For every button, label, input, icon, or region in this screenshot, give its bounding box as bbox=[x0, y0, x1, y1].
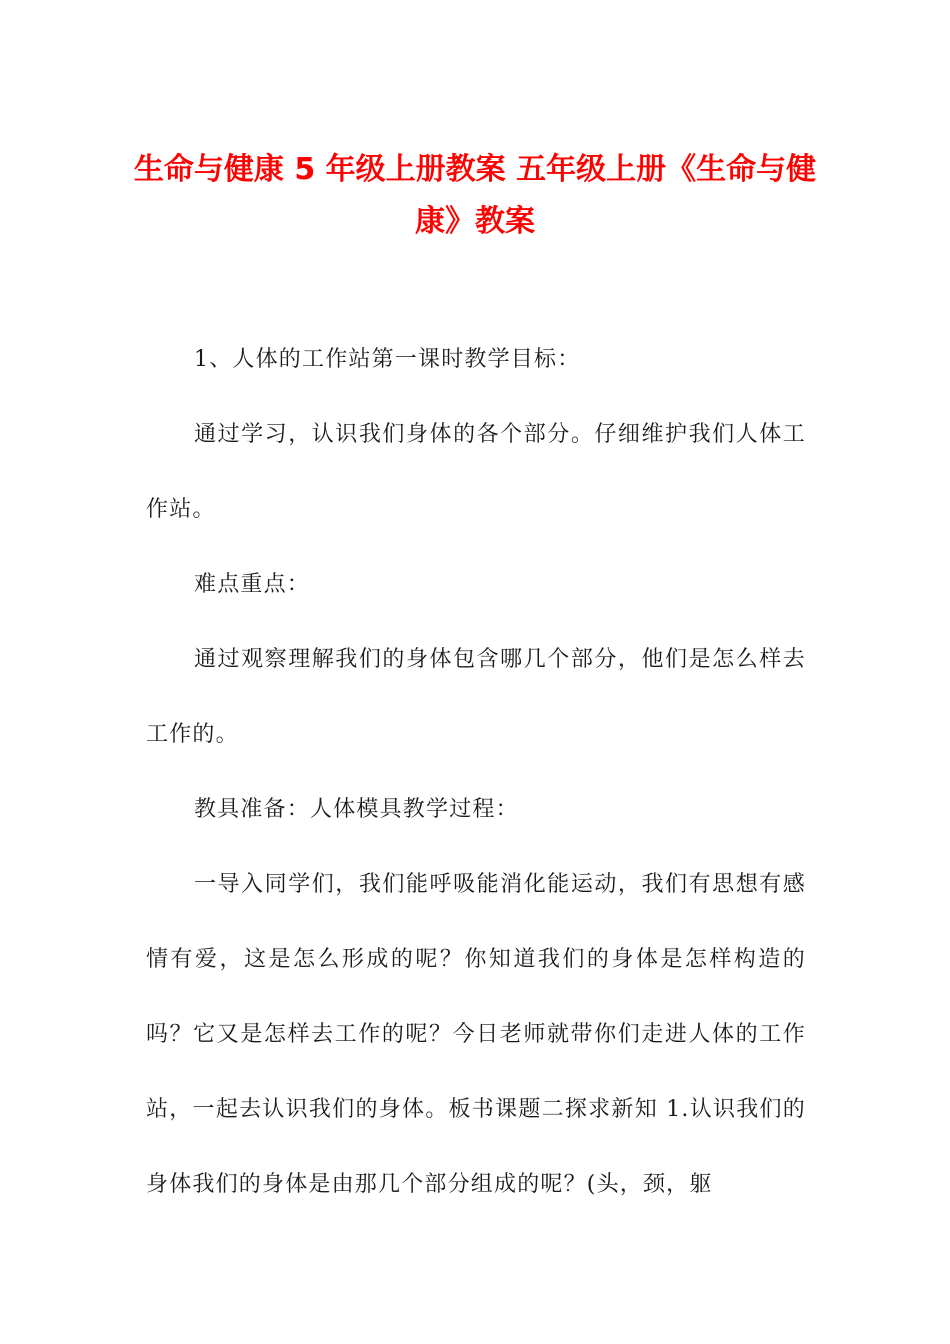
paragraph-teaching-aids: 教具准备：人体模具教学过程： bbox=[194, 797, 519, 822]
paragraph-teaching-process: 一导入同学们，我们能呼吸能消化能运动，我们有思想有感情有爱，这是怎么形成的呢？你知道我们的身体是怎样构造的吗？它又是怎样去工作的呢？今日老师就带你们走进人体的工作站，一起去认识我们的身体。板书课题二探求新知 1.认识我们的身体我们的身体是由那几个部分组成的呢？(头，颈，躯 bbox=[146, 872, 806, 1197]
paragraph-key-points: 通过观察理解我们的身体包含哪几个部分，他们是怎么样去工作的。 bbox=[146, 647, 806, 747]
document-title: 生命与健康 5 年级上册教案 五年级上册《生命与健康》教案 bbox=[133, 152, 817, 239]
paragraph-teaching-goal: 通过学习，认识我们身体的各个部分。仔细维护我们人体工作站。 bbox=[146, 422, 806, 522]
document-body bbox=[146, 322, 806, 1222]
paragraph-teaching-goal-heading: 1、人体的工作站第一课时教学目标： bbox=[194, 347, 581, 372]
paragraph-key-points-heading: 难点重点： bbox=[194, 572, 311, 597]
